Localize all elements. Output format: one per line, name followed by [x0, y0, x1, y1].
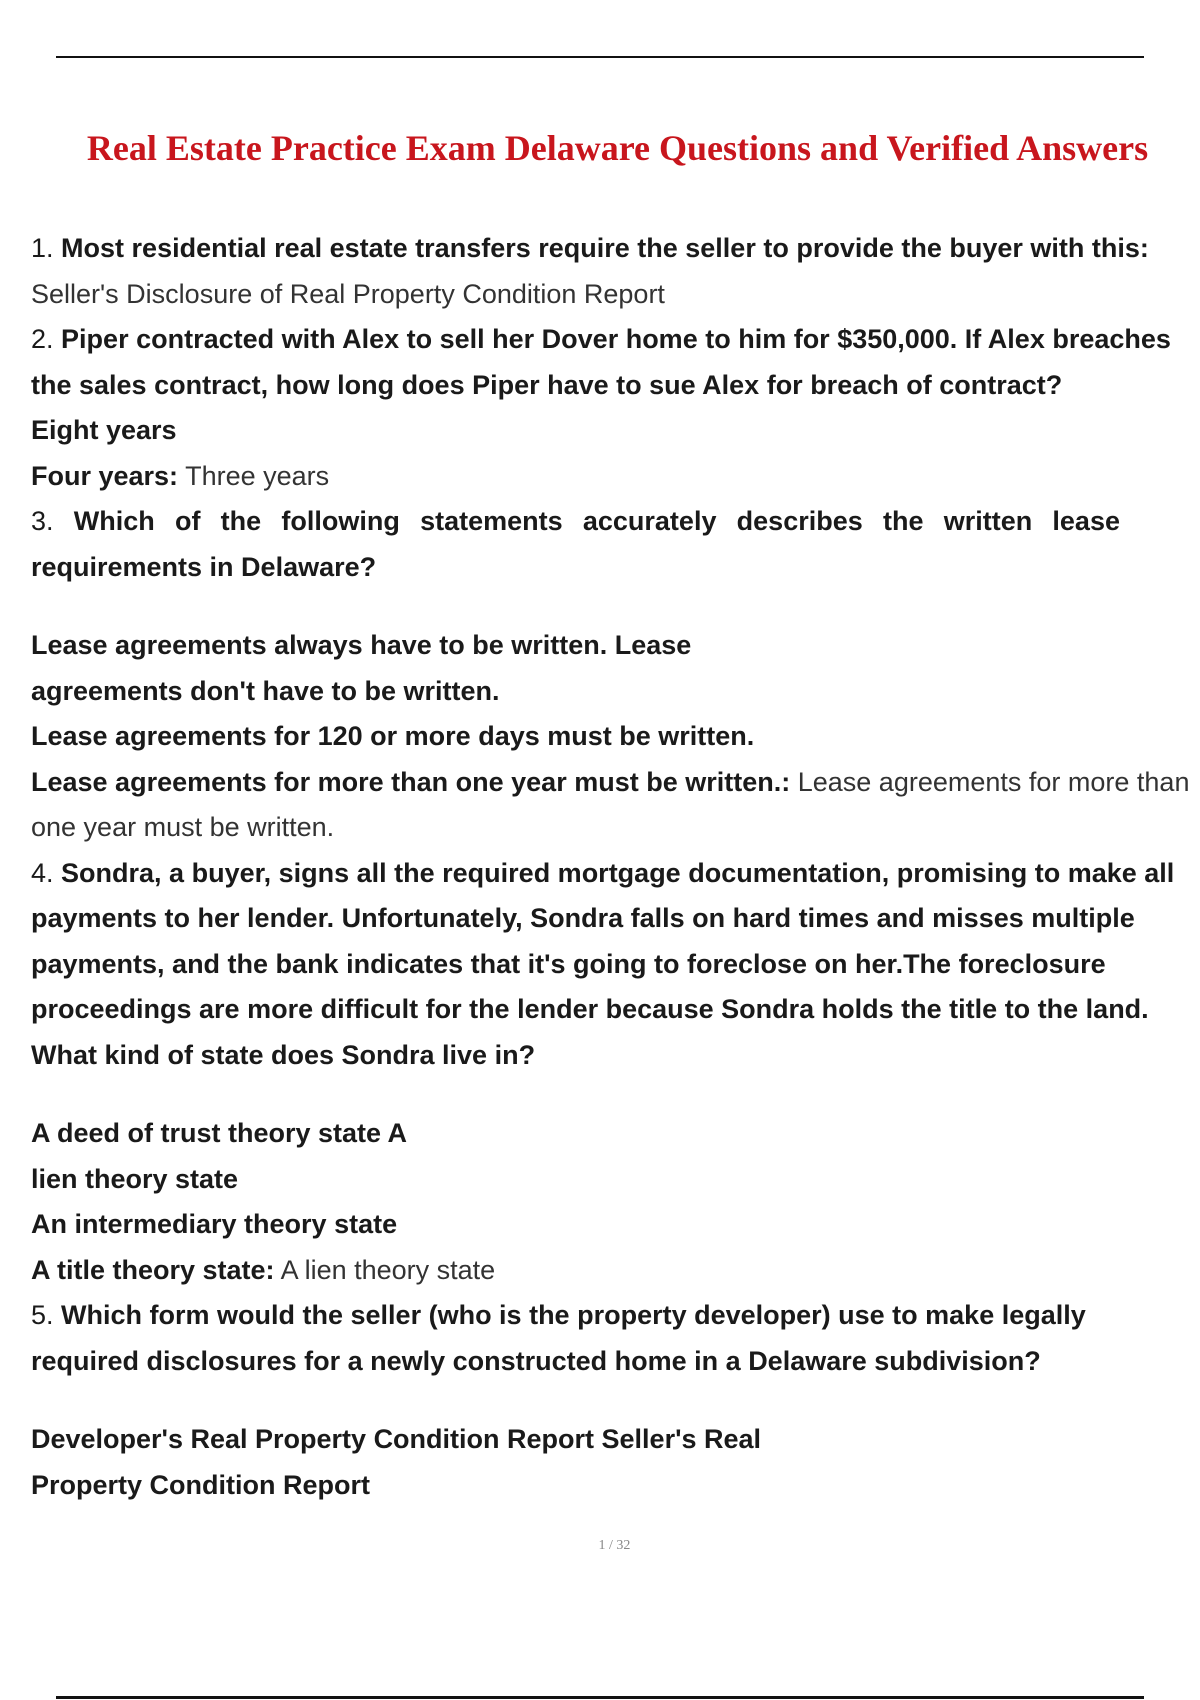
option: Property Condition Report [31, 1469, 370, 1500]
spacer [31, 590, 1200, 623]
document-title: Real Estate Practice Exam Delaware Questions and Verified Answers [86, 128, 1149, 168]
answer-line-4 [31, 1248, 1200, 1294]
option: A title theory state: [31, 1254, 275, 1285]
question-number: 1. [31, 233, 54, 263]
option: An intermediary theory state [31, 1209, 398, 1239]
option: agreements don't have to be written. [31, 675, 500, 706]
option: Lease agreements always have to be written. Lease [31, 630, 692, 660]
answer-4: A lien theory state [280, 1254, 496, 1285]
question-5 [31, 1293, 1200, 1384]
question-2 [31, 317, 1200, 408]
answer-3: Lease agreements for more than one year must be written. [31, 766, 1190, 842]
question-3 [31, 499, 1200, 590]
option: Four years: [31, 460, 179, 491]
page-number: 1 / 32 [598, 1538, 631, 1553]
option: Lease agreements for 120 or more days must be written. [31, 721, 755, 751]
bottom-rule [56, 1696, 1144, 1699]
option: lien theory state [31, 1163, 239, 1194]
question-text: Which of the following statements accurately describes the written lease requirements in Delaware? [31, 506, 1120, 582]
top-rule [56, 56, 1144, 58]
question-number: 2. [31, 324, 54, 354]
option: A deed of trust theory state A [31, 1118, 408, 1148]
question-text: Most residential real estate transfers require the seller to provide the buyer with this: [61, 233, 1149, 263]
spacer [31, 1078, 1200, 1111]
question-4 [31, 851, 1200, 1079]
answer-line-3 [31, 760, 1200, 851]
question-number: 4. [31, 857, 54, 888]
spacer [31, 1384, 1200, 1417]
question-1 [31, 226, 1200, 272]
question-number: 5. [31, 1300, 54, 1330]
answer-1: Seller's Disclosure of Real Property Condition Report [31, 278, 665, 309]
question-text: Piper contracted with Alex to sell her Dover home to him for $350,000. If Alex breaches the sales contract, how long does Piper have to sue Alex for breach of contract? [31, 324, 1171, 400]
question-text: Sondra, a buyer, signs all the required mortgage documentation, promising to make all payments to her lender. Unfortunately, Sondra falls on hard times and misses multiple payments, and the bank indicates that it's going to foreclose on her.The foreclosure proceedings are more difficult for the lender because Sondra holds the title to the land. What kind of state does Sondra live in? [31, 857, 1175, 1070]
document-body [31, 226, 1200, 1508]
option: Developer's Real Property Condition Report Seller's Real [31, 1424, 762, 1454]
answer-2: Three years [185, 460, 330, 491]
answer-line-2 [31, 454, 1200, 500]
option: Eight years [31, 415, 177, 445]
question-text: Which form would the seller (who is the property developer) use to make legally required disclosures for a newly constructed home in a Delaware subdivision? [31, 1300, 1086, 1376]
option: Lease agreements for more than one year must be written.: [31, 766, 791, 797]
question-number: 3. [31, 506, 54, 536]
